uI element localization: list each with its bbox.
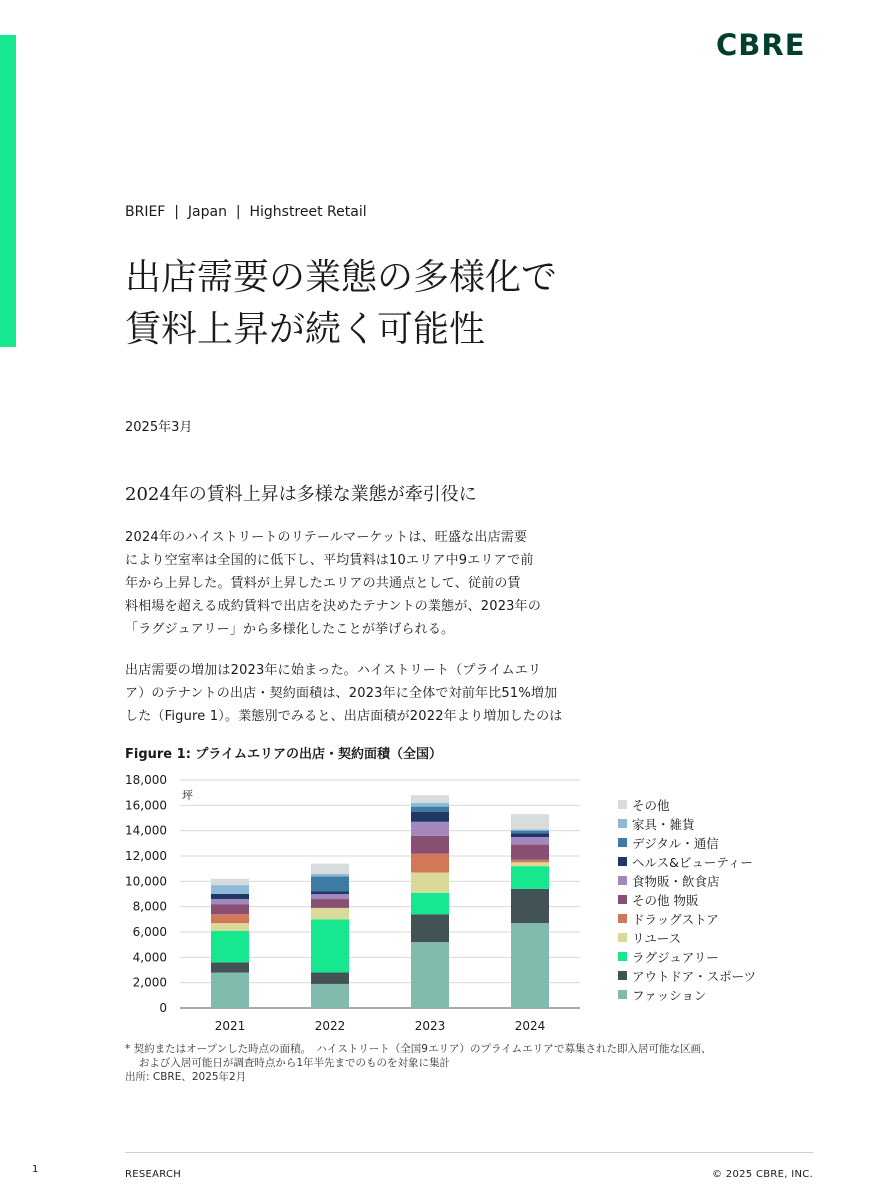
legend-swatch <box>618 800 627 809</box>
accent-bar <box>0 35 16 347</box>
breadcrumb-highstreet-retail: Highstreet Retail <box>249 204 367 220</box>
y-tick-label: 4,000 <box>132 950 167 965</box>
legend-label: ドラッグストア <box>632 911 719 927</box>
paragraph-line: 出店需要の増加は2023年に始まった。ハイストリート（プライムエリ <box>125 663 542 678</box>
paragraph-1 <box>125 526 590 641</box>
bar-segment <box>311 876 349 891</box>
bar-segment <box>211 885 249 894</box>
legend-item <box>618 871 756 890</box>
bar-segment <box>411 872 449 892</box>
bar-segment <box>311 899 349 908</box>
bar-segment <box>411 803 449 807</box>
legend-swatch <box>618 895 627 904</box>
bar-segment <box>211 962 249 972</box>
paragraph-line: により空室率は全国的に低下し、平均賃料は10エリア中9エリアで前 <box>125 553 534 568</box>
bar-segment <box>211 899 249 904</box>
legend-item <box>618 928 756 947</box>
y-tick-label: 10,000 <box>125 874 167 889</box>
legend-swatch <box>618 990 627 999</box>
legend-label: 食物販・飲食店 <box>632 873 720 889</box>
legend-swatch <box>618 914 627 923</box>
legend-item <box>618 890 756 909</box>
bar-segment <box>411 914 449 942</box>
stacked-bar-chart <box>110 768 590 1038</box>
paragraph-line: 年から上昇した。賃料が上昇したエリアの共通点として、従前の賃 <box>125 576 521 591</box>
footer-divider <box>125 1152 813 1153</box>
bar-segment <box>411 795 449 803</box>
legend-item <box>618 909 756 928</box>
legend-label: ファッション <box>632 987 707 1003</box>
bar-segment <box>211 931 249 963</box>
bar-segment <box>511 866 549 889</box>
legend-item <box>618 947 756 966</box>
paragraph-line: 2024年のハイストリートのリテールマーケットは、旺盛な出店需要 <box>125 530 528 545</box>
bar-segment <box>211 923 249 931</box>
bar-segment <box>511 814 549 829</box>
legend-item <box>618 985 756 1004</box>
legend-label: リユース <box>632 930 682 946</box>
bar-segment <box>511 889 549 923</box>
breadcrumb <box>125 204 367 220</box>
note-line-2: および入居可能日が調査時点から1年半先までのものを対象に集計 <box>125 1057 451 1069</box>
chart-legend <box>618 795 756 1004</box>
bar-segment <box>211 914 249 923</box>
breadcrumb-separator: | <box>235 204 241 220</box>
x-tick-label: 2023 <box>414 1019 446 1033</box>
legend-swatch <box>618 857 627 866</box>
breadcrumb-brief: BRIEF <box>125 204 166 220</box>
note-line-1: * 契約またはオープンした時点の面積。 ハイストリート（全国9エリア）のプライムエリアで募集された即入居可能な区画、 <box>125 1043 712 1055</box>
bar-segment <box>311 894 349 899</box>
footer-copyright: © 2025 CBRE, INC. <box>712 1169 813 1180</box>
x-tick-label: 2021 <box>214 1019 246 1033</box>
bar-segment <box>311 908 349 919</box>
bar-segment <box>311 864 349 874</box>
y-unit-label: 坪 <box>182 789 193 802</box>
breadcrumb-japan: Japan <box>187 204 227 220</box>
footer-research: RESEARCH <box>125 1169 182 1180</box>
bar-segment <box>511 860 549 863</box>
bar-segment <box>311 891 349 894</box>
paragraph-line: ア）のテナントの出店・契約面積は、2023年に全体で対前年比51%増加 <box>125 686 558 701</box>
bar-segment <box>511 833 549 837</box>
bar-segment <box>311 919 349 972</box>
publication-date: 2025年3月 <box>125 420 193 435</box>
legend-swatch <box>618 819 627 828</box>
legend-swatch <box>618 971 627 980</box>
bar-segment <box>311 984 349 1008</box>
page-number: 1 <box>32 1164 39 1175</box>
bar-segment <box>211 904 249 914</box>
legend-label: ラグジュアリー <box>632 949 719 965</box>
paragraph-2 <box>125 659 590 728</box>
legend-swatch <box>618 952 627 961</box>
bar-segment <box>411 893 449 915</box>
bar-segment <box>211 894 249 899</box>
legend-item <box>618 795 756 814</box>
legend-label: ヘルス&ビューティー <box>632 854 753 870</box>
bar-segment <box>511 829 549 830</box>
bar-segment <box>411 853 449 872</box>
bar-segment <box>411 836 449 854</box>
legend-label: アウトドア・スポーツ <box>632 968 757 984</box>
bar-segment <box>311 874 349 877</box>
y-tick-label: 8,000 <box>132 899 167 914</box>
legend-label: その他 <box>632 797 670 813</box>
paragraph-line: 「ラグジュアリー」から多様化したことが挙げられる。 <box>125 622 455 637</box>
bar-segment <box>211 879 249 885</box>
bar-segment <box>211 973 249 1008</box>
bar-segment <box>411 822 449 836</box>
bar-segment <box>411 807 449 812</box>
legend-item <box>618 814 756 833</box>
bar-segment <box>311 973 349 984</box>
figure-notes <box>125 1042 711 1084</box>
legend-item <box>618 833 756 852</box>
bar-segment <box>511 845 549 860</box>
y-tick-label: 12,000 <box>125 849 167 863</box>
bar-segment <box>511 862 549 866</box>
bar-segment <box>511 923 549 1008</box>
y-tick-label: 6,000 <box>132 925 167 939</box>
legend-swatch <box>618 876 627 885</box>
legend-label: デジタル・通信 <box>632 835 719 851</box>
title-line-1: 出店需要の業態の多様化で <box>125 257 558 298</box>
figure-title: Figure 1: プライムエリアの出店・契約面積（全国） <box>125 747 443 762</box>
y-tick-label: 18,000 <box>125 773 167 787</box>
title-line-2: 賃料上昇が続く可能性 <box>125 309 486 350</box>
legend-label: 家具・雑貨 <box>632 816 695 832</box>
legend-item <box>618 852 756 871</box>
y-tick-label: 16,000 <box>125 798 167 813</box>
paragraph-line: 料相場を超える成約賃料で出店を決めたテナントの業態が、2023年の <box>125 599 542 614</box>
y-tick-label: 2,000 <box>132 975 167 990</box>
bar-segment <box>511 831 549 834</box>
source-line: 出所: CBRE、2025年2月 <box>125 1071 247 1083</box>
y-tick-label: 0 <box>159 1001 167 1015</box>
legend-swatch <box>618 838 627 847</box>
legend-label: その他 物販 <box>632 892 699 908</box>
page-title <box>125 252 557 356</box>
bar-segment <box>411 812 449 822</box>
legend-item <box>618 966 756 985</box>
section-heading: 2024年の賃料上昇は多様な業態が牽引役に <box>125 484 477 505</box>
bar-segment <box>411 942 449 1008</box>
legend-swatch <box>618 933 627 942</box>
x-tick-label: 2024 <box>514 1019 546 1033</box>
breadcrumb-separator: | <box>174 204 179 220</box>
paragraph-line: した（Figure 1）。業態別でみると、出店面積が2022年より増加したのは <box>125 709 563 724</box>
cbre-logo: CBRE <box>716 28 806 62</box>
x-tick-label: 2022 <box>314 1019 346 1033</box>
y-tick-label: 14,000 <box>125 823 167 838</box>
bar-segment <box>511 837 549 845</box>
